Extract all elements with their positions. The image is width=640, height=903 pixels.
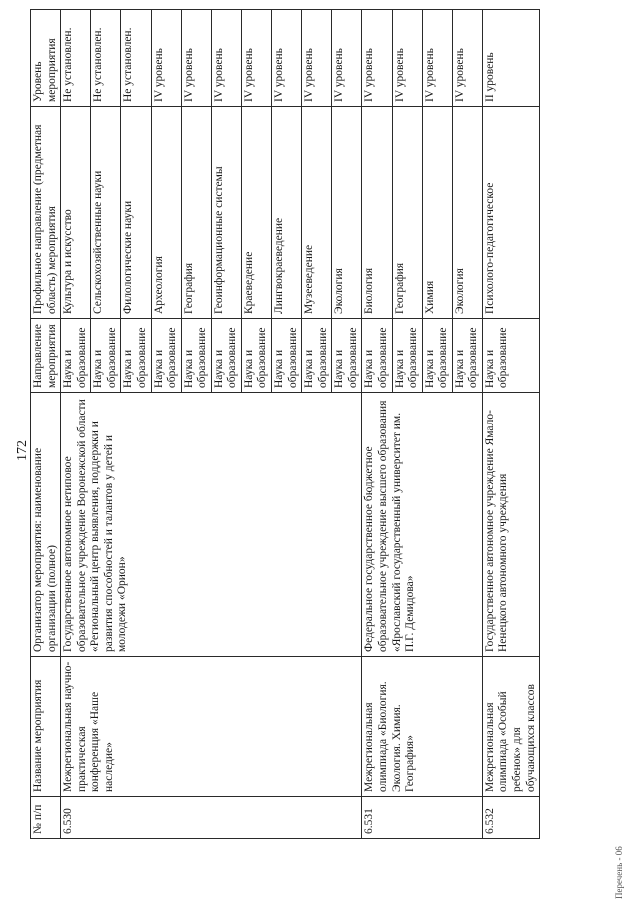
event-name: Межрегиональная олимпиада «Биология. Экология. Химия. География» bbox=[362, 657, 483, 797]
event-profile: Сельскохозяйственные науки bbox=[91, 107, 121, 319]
event-level: IV уровень bbox=[181, 10, 211, 107]
table-row bbox=[61, 10, 91, 839]
event-profile: Биология bbox=[362, 107, 392, 319]
event-direction: Наука и образование bbox=[241, 319, 271, 393]
event-direction: Наука и образование bbox=[332, 319, 362, 393]
event-level: IV уровень bbox=[272, 10, 302, 107]
table-header-row bbox=[31, 10, 61, 839]
table-row bbox=[482, 10, 539, 839]
event-profile: Химия bbox=[422, 107, 452, 319]
event-profile: Культура и искусство bbox=[61, 107, 91, 319]
header-event-name: Название мероприятия bbox=[31, 657, 61, 797]
event-level: IV уровень bbox=[241, 10, 271, 107]
header-direction: Направление мероприятия bbox=[31, 319, 61, 393]
event-level: IV уровень bbox=[332, 10, 362, 107]
event-profile: Археология bbox=[151, 107, 181, 319]
event-direction: Наука и образование bbox=[482, 319, 539, 393]
header-profile: Профильное направление (предметная область) мероприятия bbox=[31, 107, 61, 319]
event-direction: Наука и образование bbox=[91, 319, 121, 393]
event-direction: Наука и образование bbox=[181, 319, 211, 393]
event-profile: География bbox=[392, 107, 422, 319]
event-direction: Наука и образование bbox=[422, 319, 452, 393]
event-direction: Наука и образование bbox=[452, 319, 482, 393]
event-level: Не установлен. bbox=[121, 10, 151, 107]
header-level: Уровень мероприятия bbox=[31, 10, 61, 107]
event-direction: Наука и образование bbox=[392, 319, 422, 393]
event-organizer: Федеральное государственное бюджетное образовательное учреждение высшего образования «Ярославский государственный университет им. П.Г. Демидова» bbox=[362, 393, 483, 657]
event-profile: Геоинформационные системы bbox=[211, 107, 241, 319]
event-direction: Наука и образование bbox=[302, 319, 332, 393]
event-profile: Музееведение bbox=[302, 107, 332, 319]
event-number: 6.532 bbox=[482, 797, 539, 839]
event-direction: Наука и образование bbox=[362, 319, 392, 393]
event-profile: Психолого-педагогическое bbox=[482, 107, 539, 319]
event-level: IV уровень bbox=[362, 10, 392, 107]
event-level: IV уровень bbox=[302, 10, 332, 107]
event-direction: Наука и образование bbox=[151, 319, 181, 393]
event-profile: Экология bbox=[452, 107, 482, 319]
table-row bbox=[362, 10, 392, 839]
event-level: IV уровень bbox=[392, 10, 422, 107]
event-level: II уровень bbox=[482, 10, 539, 107]
header-organizer: Организатор мероприятия: наименование организации (полное) bbox=[31, 393, 61, 657]
events-table bbox=[30, 9, 540, 839]
event-level: IV уровень bbox=[151, 10, 181, 107]
event-level: IV уровень bbox=[422, 10, 452, 107]
event-direction: Наука и образование bbox=[211, 319, 241, 393]
header-num: № п/п bbox=[31, 797, 61, 839]
event-level: Не установлен. bbox=[91, 10, 121, 107]
event-profile: География bbox=[181, 107, 211, 319]
event-organizer: Государственное автономное учреждение Ямало-Ненецкого автономного учреждения bbox=[482, 393, 539, 657]
event-direction: Наука и образование bbox=[61, 319, 91, 393]
event-number: 6.531 bbox=[362, 797, 483, 839]
event-direction: Наука и образование bbox=[121, 319, 151, 393]
event-name: Межрегиональная научно-практическая конференция «Наше наследие» bbox=[61, 657, 362, 797]
event-profile: Краеведение bbox=[241, 107, 271, 319]
page-number: 172 bbox=[15, 440, 30, 461]
event-level: IV уровень bbox=[211, 10, 241, 107]
event-level: IV уровень bbox=[452, 10, 482, 107]
event-profile: Филологические науки bbox=[121, 107, 151, 319]
event-organizer: Государственное автономное нетиповое образовательное учреждение Воронежской области «Региональный центр выявления, поддержки и развития способностей и талантов у детей и молодежи «Орион» bbox=[61, 393, 362, 657]
event-direction: Наука и образование bbox=[272, 319, 302, 393]
event-profile: Экология bbox=[332, 107, 362, 319]
footer-note: Перечень - 06 bbox=[614, 846, 624, 899]
event-level: Не установлен. bbox=[61, 10, 91, 107]
event-profile: Лингвокраеведение bbox=[272, 107, 302, 319]
event-name: Межрегиональная олимпиада «Особый ребенок» для обучающихся классов bbox=[482, 657, 539, 797]
event-number: 6.530 bbox=[61, 797, 362, 839]
